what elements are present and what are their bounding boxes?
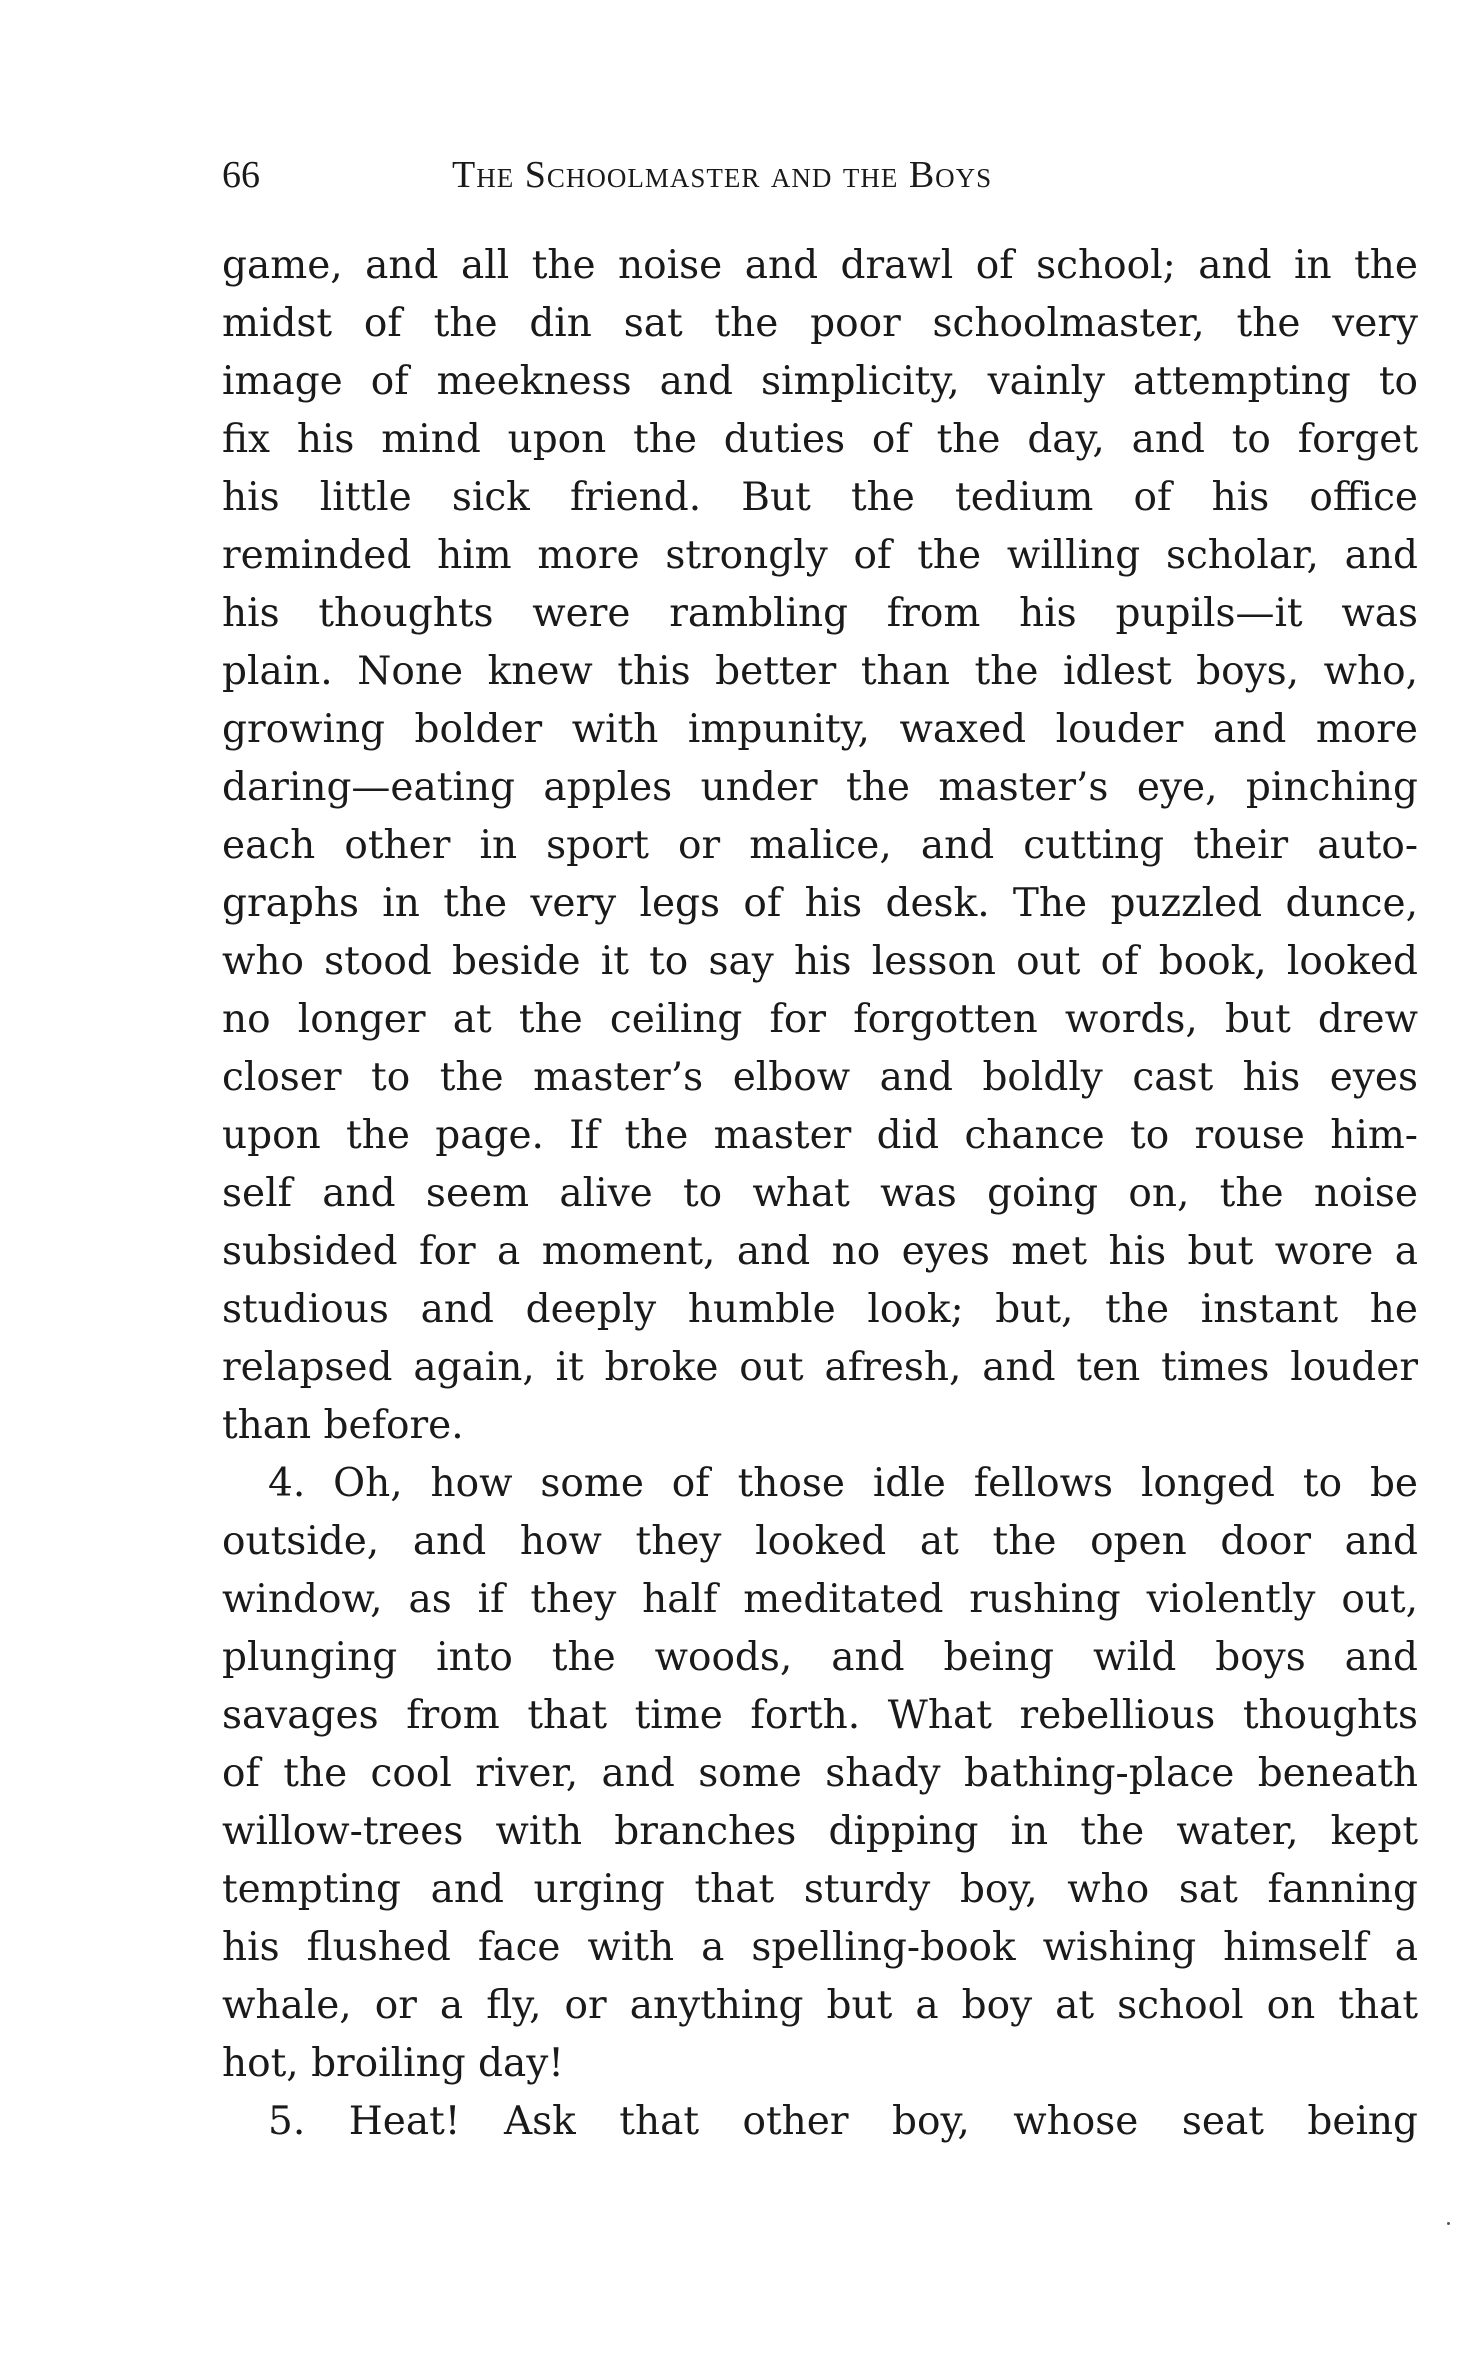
text-line: plain. None knew this better than the idlest boys, who, [222, 649, 1418, 694]
text-line: daring—eating apples under the master’s eye, pinching [222, 765, 1418, 810]
text-line: graphs in the very legs of his desk. The puzzled dunce, [222, 881, 1418, 926]
text-line-paragraph-end: than before. [222, 1403, 464, 1448]
text-line: of the cool river, and some shady bathing-place beneath [222, 1751, 1418, 1796]
running-title: The Schoolmaster and the Boys [452, 154, 993, 196]
scan-speck [1447, 2222, 1450, 2225]
text-line: closer to the master’s elbow and boldly cast his eyes [222, 1055, 1418, 1100]
text-line: savages from that time forth. What rebellious thoughts [222, 1693, 1418, 1738]
text-line: whale, or a fly, or anything but a boy at school on that [222, 1983, 1418, 2028]
text-line: tempting and urging that sturdy boy, who sat fanning [222, 1867, 1418, 1912]
text-line: his flushed face with a spelling-book wishing himself a [222, 1925, 1418, 1970]
text-line: who stood beside it to say his lesson out of book, looked [222, 939, 1418, 984]
text-line: self and seem alive to what was going on, the noise [222, 1171, 1418, 1216]
text-line: subsided for a moment, and no eyes met his but wore a [222, 1229, 1418, 1274]
text-line: outside, and how they looked at the open door and [222, 1519, 1418, 1564]
body-text [222, 237, 1418, 2151]
paragraph-4-start: 4. Oh, how some of those idle fellows longed to be [268, 1461, 1418, 1506]
text-line-paragraph-end: hot, broiling day! [222, 2041, 564, 2086]
text-line: window, as if they half meditated rushing violently out, [222, 1577, 1418, 1622]
text-line: his thoughts were rambling from his pupils—it was [222, 591, 1418, 636]
text-line: game, and all the noise and drawl of school; and in the [222, 243, 1418, 288]
text-line: reminded him more strongly of the willing scholar, and [222, 533, 1418, 578]
text-line: growing bolder with impunity, waxed louder and more [222, 707, 1418, 752]
text-line: upon the page. If the master did chance to rouse him- [222, 1113, 1418, 1158]
page-number: 66 [222, 154, 260, 196]
text-line: midst of the din sat the poor schoolmaster, the very [222, 301, 1418, 346]
text-line: studious and deeply humble look; but, the instant he [222, 1287, 1418, 1332]
text-line: his little sick friend. But the tedium of his office [222, 475, 1418, 520]
paragraph-5-start: 5. Heat! Ask that other boy, whose seat being [268, 2099, 1418, 2144]
text-line: image of meekness and simplicity, vainly attempting to [222, 359, 1418, 404]
text-line: fix his mind upon the duties of the day, and to forget [222, 417, 1418, 462]
text-line: willow-trees with branches dipping in the water, kept [222, 1809, 1418, 1854]
text-line: relapsed again, it broke out afresh, and ten times louder [222, 1345, 1418, 1390]
text-line: each other in sport or malice, and cutting their auto- [222, 823, 1418, 868]
text-line: plunging into the woods, and being wild boys and [222, 1635, 1418, 1680]
running-head [222, 150, 1418, 200]
text-line: no longer at the ceiling for forgotten words, but drew [222, 997, 1418, 1042]
